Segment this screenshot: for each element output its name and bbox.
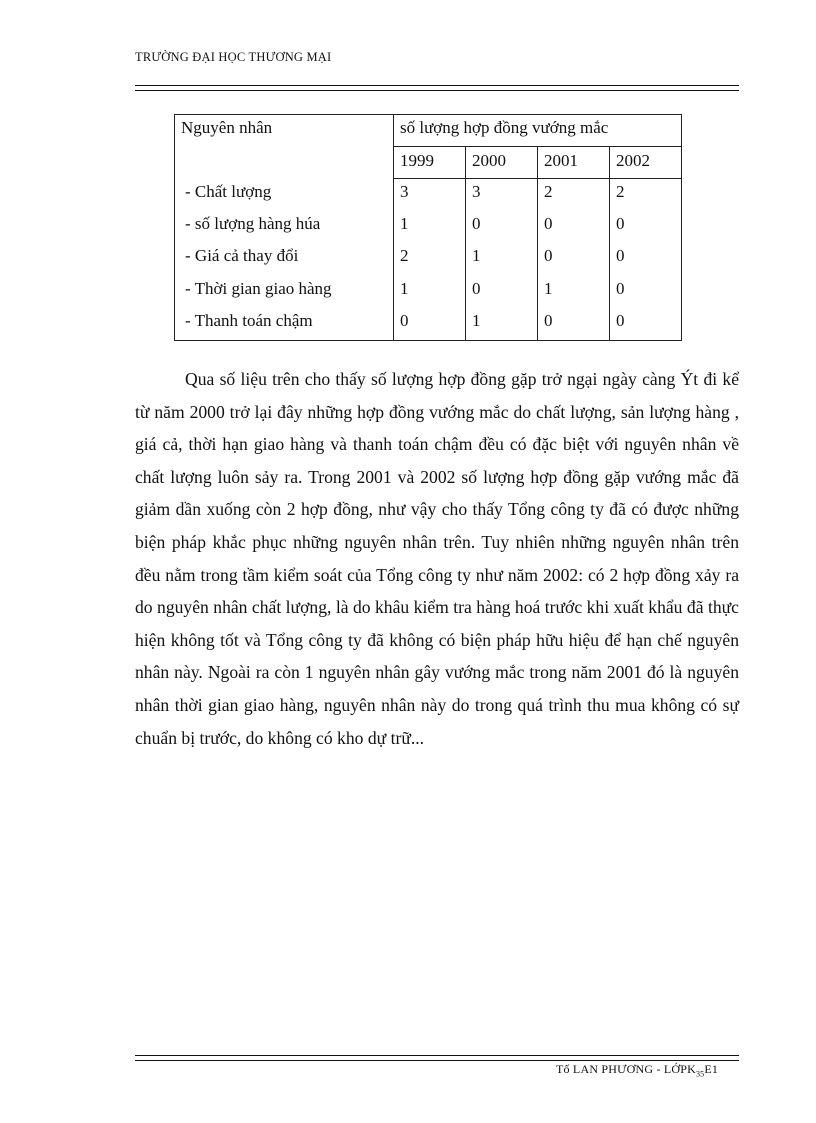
- reason-cell: - Chất lượng: [175, 179, 394, 211]
- value-cell: 2: [394, 243, 466, 275]
- value-cell: 2: [538, 179, 610, 211]
- footer-class-number: 35: [695, 1069, 705, 1079]
- value-cell: 0: [610, 243, 682, 275]
- footer-author: Tố LAN PHƯƠNG - LỚPK: [556, 1062, 696, 1076]
- value-cell: 1: [538, 276, 610, 308]
- footer-class-suffix: E1: [704, 1062, 719, 1076]
- value-cell: 3: [394, 179, 466, 211]
- year-header: 1999: [394, 147, 466, 179]
- value-cell: 1: [466, 308, 538, 340]
- value-cell: 0: [466, 211, 538, 243]
- value-cell: 0: [538, 308, 610, 340]
- value-cell: 0: [538, 211, 610, 243]
- body-paragraph: Qua số liệu trên cho thấy số lượng hợp đồng gặp trở ngại ngày càng Ýt đi kể từ năm 2000 trở lại đây những hợp đồng vướng mắc do chất lượng, sản lượng hàng , giá cả, thời hạn giao hàng và thanh toán chậm đều có đặc biệt với nguyên nhân về chất lượng luôn sảy ra. Trong 2001 và 2002 số lượng hợp đồng gặp vướng mắc đã giảm dần xuống còn 2 hợp đồng, như vậy cho thấy Tổng công ty đã có được những biện pháp khắc phục những nguyên nhân trên. Tuy nhiên những nguyên nhân trên đều nằm trong tầm kiểm soát của Tổng công ty như năm 2002: có 2 hợp đồng xảy ra do nguyên nhân chất lượng, là do khâu kiểm tra hàng hoá trước khi xuất khẩu đã thực hiện không tốt và Tổng công ty đã không có biện pháp hữu hiệu để hạn chế nguyên nhân này. Ngoài ra còn 1 nguyên nhân gây vướng mắc trong năm 2001 đó là nguyên nhân thời gian giao hàng, nguyên nhân này do trong quá trình thu mua không có sự chuẩn bị trước, do không có kho dự trữ...: [135, 369, 739, 748]
- value-cell: 2: [610, 179, 682, 211]
- contract-issues-table: [174, 114, 682, 341]
- table-row: [175, 276, 682, 308]
- value-cell: 1: [466, 243, 538, 275]
- table-row: [175, 211, 682, 243]
- value-cell: 0: [466, 276, 538, 308]
- value-cell: 1: [394, 276, 466, 308]
- value-cell: 3: [466, 179, 538, 211]
- value-cell: 0: [610, 276, 682, 308]
- reason-column-header: Nguyên nhân: [175, 115, 394, 179]
- value-cell: 0: [538, 243, 610, 275]
- reason-cell: - Thời gian giao hàng: [175, 276, 394, 308]
- table-row: [175, 308, 682, 340]
- footer-rule: [135, 1055, 739, 1061]
- value-cell: 0: [610, 211, 682, 243]
- count-column-header: số lượng hợp đồng vướng mắc: [394, 115, 682, 147]
- reason-cell: - số lượng hàng húa: [175, 211, 394, 243]
- page-header: TRƯỜNG ĐẠI HỌC THƯƠNG MẠI: [135, 50, 332, 64]
- page-footer: [556, 1062, 718, 1078]
- reason-cell: - Thanh toán chậm: [175, 308, 394, 340]
- reason-cell: - Giá cả thay đổi: [175, 243, 394, 275]
- year-header: 2002: [610, 147, 682, 179]
- year-header: 2000: [466, 147, 538, 179]
- value-cell: 1: [394, 211, 466, 243]
- table-row: [175, 179, 682, 211]
- year-header: 2001: [538, 147, 610, 179]
- header-rule: [135, 85, 739, 91]
- value-cell: 0: [610, 308, 682, 340]
- value-cell: 0: [394, 308, 466, 340]
- table-row: [175, 243, 682, 275]
